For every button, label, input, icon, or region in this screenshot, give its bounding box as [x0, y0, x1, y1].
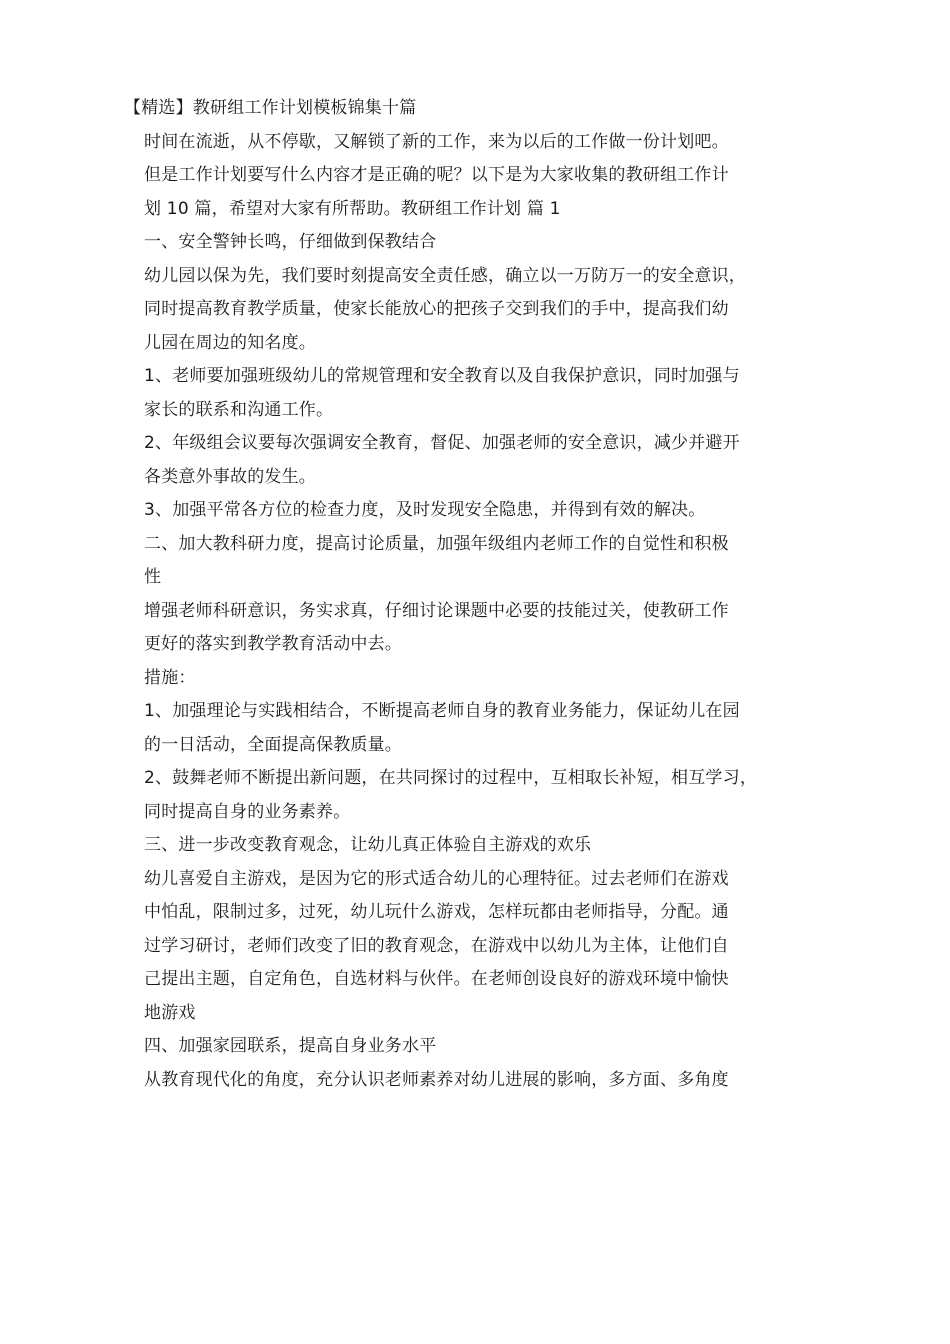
text-line: 划 10 篇，希望对大家有所帮助。教研组工作计划 篇 1	[144, 198, 561, 219]
text-line: 儿园在周边的知名度。	[144, 332, 316, 353]
text-line: 地游戏	[144, 1002, 196, 1023]
section-heading: 二、加大教科研力度，提高讨论质量，加强年级组内老师工作的自觉性和积极	[144, 533, 729, 554]
text-line: 幼儿园以保为先，我们要时刻提高安全责任感，确立以一万防万一的安全意识，	[144, 265, 746, 286]
text-line: 但是工作计划要写什么内容才是正确的呢？以下是为大家收集的教研组工作计	[144, 165, 729, 185]
text-line: 同时提高自身的业务素养。	[144, 801, 351, 822]
text-line: 幼儿喜爱自主游戏，是因为它的形式适合幼儿的心理特征。过去老师们在游戏	[144, 868, 729, 889]
document-body	[124, 92, 824, 1097]
section-heading: 三、进一步改变教育观念，让幼儿真正体验自主游戏的欢乐	[144, 835, 592, 855]
text-line: 己提出主题，自定角色，自选材料与伙伴。在老师创设良好的游戏环境中愉快	[144, 969, 729, 989]
text-line: 3、加强平常各方位的检查力度，及时发现安全隐患，并得到有效的解决。	[144, 500, 706, 520]
section-heading: 四、加强家园联系，提高自身业务水平	[144, 1036, 437, 1056]
text-line: 中怕乱，限制过多，过死，幼儿玩什么游戏，怎样玩都由老师指导，分配。通	[144, 902, 729, 922]
text-line: 性	[144, 567, 162, 587]
text-line: 2、鼓舞老师不断提出新问题，在共同探讨的过程中，互相取长补短，相互学习，	[144, 768, 758, 788]
text-line: 1、老师要加强班级幼儿的常规管理和安全教育以及自我保护意识，同时加强与	[144, 366, 740, 386]
text-line: 从教育现代化的角度，充分认识老师素养对幼儿进展的影响，多方面、多角度	[144, 1069, 729, 1090]
text-line: 家长的联系和沟通工作。	[144, 399, 334, 420]
section-heading: 一、安全警钟长鸣，仔细做到保教结合	[144, 232, 437, 252]
text-line: 更好的落实到教学教育活动中去。	[144, 634, 402, 654]
text-line: 的一日活动，全面提高保教质量。	[144, 734, 402, 755]
text-line: 措施：	[144, 667, 196, 688]
text-line: 各类意外事故的发生。	[144, 466, 316, 487]
text-line: 1、加强理论与实践相结合，不断提高老师自身的教育业务能力，保证幼儿在园	[144, 701, 740, 721]
text-line: 过学习研讨，老师们改变了旧的教育观念，在游戏中以幼儿为主体，让他们自	[144, 935, 729, 956]
document-title: 【精选】教研组工作计划模板锦集十篇	[124, 98, 417, 118]
text-line: 同时提高教育教学质量，使家长能放心的把孩子交到我们的手中，提高我们幼	[144, 299, 729, 319]
text-line: 增强老师科研意识，务实求真，仔细讨论课题中必要的技能过关，使教研工作	[144, 600, 729, 621]
text-line: 2、年级组会议要每次强调安全教育，督促、加强老师的安全意识，减少并避开	[144, 433, 740, 453]
text-line: 时间在流逝，从不停歇，又解锁了新的工作，来为以后的工作做一份计划吧。	[144, 131, 729, 152]
